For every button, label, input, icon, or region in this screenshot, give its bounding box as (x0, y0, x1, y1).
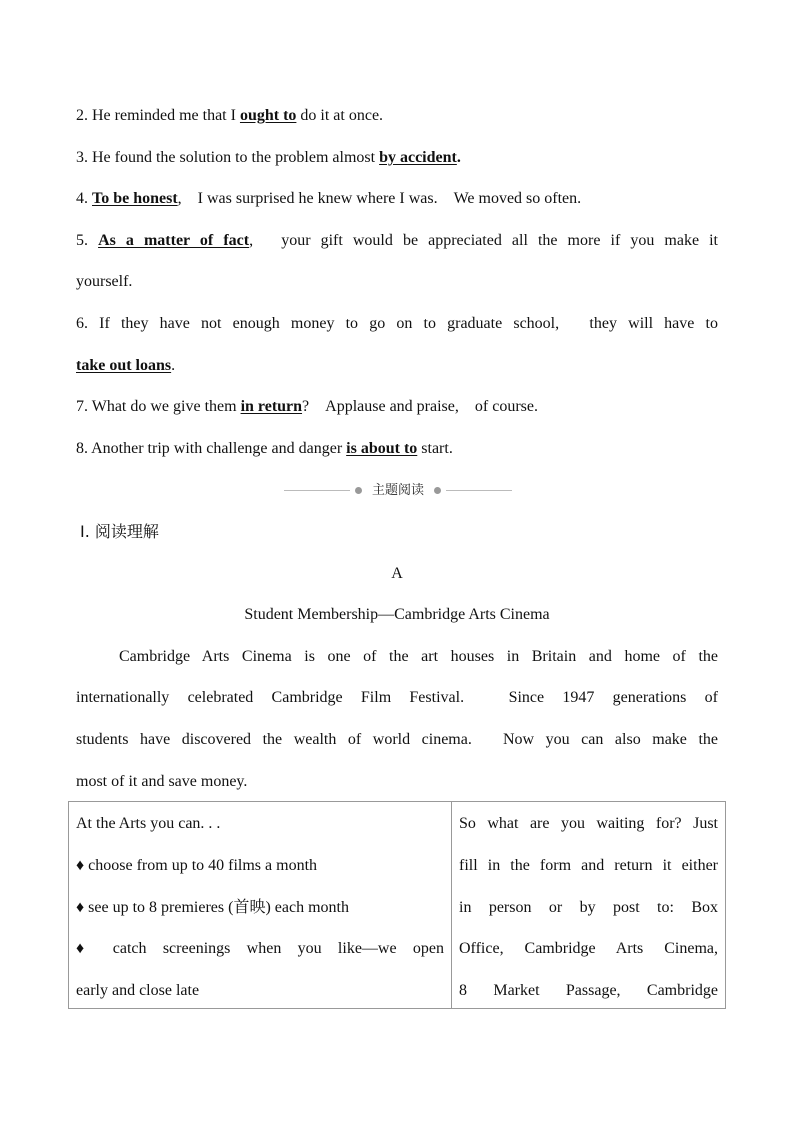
section-heading: Ⅰ. 阅读理解 (80, 522, 159, 541)
passage-line: internationally celebrated Cambridge Film Festival. Since 1947 generations of (76, 689, 718, 706)
table-line: fill in the form and return it either (459, 857, 718, 874)
table-line: ♦ catch screenings when you like—we open (76, 940, 444, 957)
table-line: At the Arts you can. . . (76, 815, 221, 832)
answer-phrase: by accident (379, 149, 457, 166)
exercise-5 (76, 231, 718, 251)
passage-line: Cambridge Arts Cinema is one of the art houses in Britain and home of the (119, 648, 718, 665)
table-line: ♦ see up to 8 premieres (首映) each month (76, 899, 349, 916)
divider-dot-left (355, 487, 362, 494)
table-line: early and close late (76, 982, 200, 999)
exercise-4 (76, 189, 718, 209)
table-left-cell (69, 802, 452, 1009)
exercise-number: 4. (76, 190, 88, 207)
exercise-number: 3. (76, 149, 88, 166)
exercise-text: start. (417, 440, 453, 457)
exercise-number: 7. (76, 398, 88, 415)
answer-phrase: take out loans (76, 357, 172, 374)
exercise-text: yourself. (76, 273, 133, 290)
table-line: 8 Market Passage, Cambridge (459, 982, 718, 999)
exercise-text: ? Applause and praise, of course. (302, 398, 538, 415)
divider-rule-right (446, 490, 512, 491)
exercise-number: 6. (76, 315, 88, 332)
exercise-text: He reminded me that I (92, 107, 240, 124)
passage-letter: A (391, 565, 403, 582)
exercise-number: 8. (76, 440, 88, 457)
answer-phrase: in return (240, 398, 303, 415)
info-table (68, 801, 726, 1009)
exercise-number: 5. (76, 232, 88, 249)
exercise-3 (76, 148, 718, 168)
exercise-8 (76, 439, 718, 459)
exercise-text: , your gift would be appreciated all the more if you make it (249, 232, 718, 249)
exercise-text: He found the solution to the problem almost (92, 149, 380, 166)
passage-line: students have discovered the wealth of world cinema. Now you can also make the (76, 731, 718, 748)
exercise-2 (76, 106, 718, 126)
exercise-6 (76, 314, 718, 334)
exercise-text: Another trip with challenge and danger (91, 440, 347, 457)
answer-phrase: is about to (346, 440, 418, 457)
exercise-text: do it at once. (296, 107, 384, 124)
answer-phrase: To be honest (92, 190, 178, 207)
answer-phrase: ought to (239, 107, 297, 124)
section-divider-label: 主题阅读 (371, 483, 424, 498)
exercise-7 (76, 397, 718, 417)
divider-rule-left (284, 490, 350, 491)
passage-title: Student Membership—Cambridge Arts Cinema (244, 606, 550, 623)
table-line: in person or by post to: Box (459, 899, 718, 916)
answer-phrase: As a matter of fact (98, 232, 250, 249)
exercise-text: . (456, 149, 461, 166)
table-right-cell (452, 802, 726, 1009)
divider-dot-right (434, 487, 441, 494)
exercise-text: . (171, 357, 176, 374)
exercise-5-continuation (76, 272, 718, 292)
exercise-6-continuation (76, 356, 718, 376)
exercise-text: , I was surprised he knew where I was. We moved so often. (177, 190, 582, 207)
exercise-text: What do we give them (91, 398, 241, 415)
table-line: So what are you waiting for? Just (459, 815, 718, 832)
section-divider (284, 482, 512, 500)
table-line: ♦ choose from up to 40 films a month (76, 857, 318, 874)
exercise-number: 2. (76, 107, 88, 124)
passage-line: most of it and save money. (76, 773, 248, 790)
table-line: Office, Cambridge Arts Cinema, (459, 940, 718, 957)
exercise-text: If they have not enough money to go on to graduate school, they will have to (99, 315, 718, 332)
